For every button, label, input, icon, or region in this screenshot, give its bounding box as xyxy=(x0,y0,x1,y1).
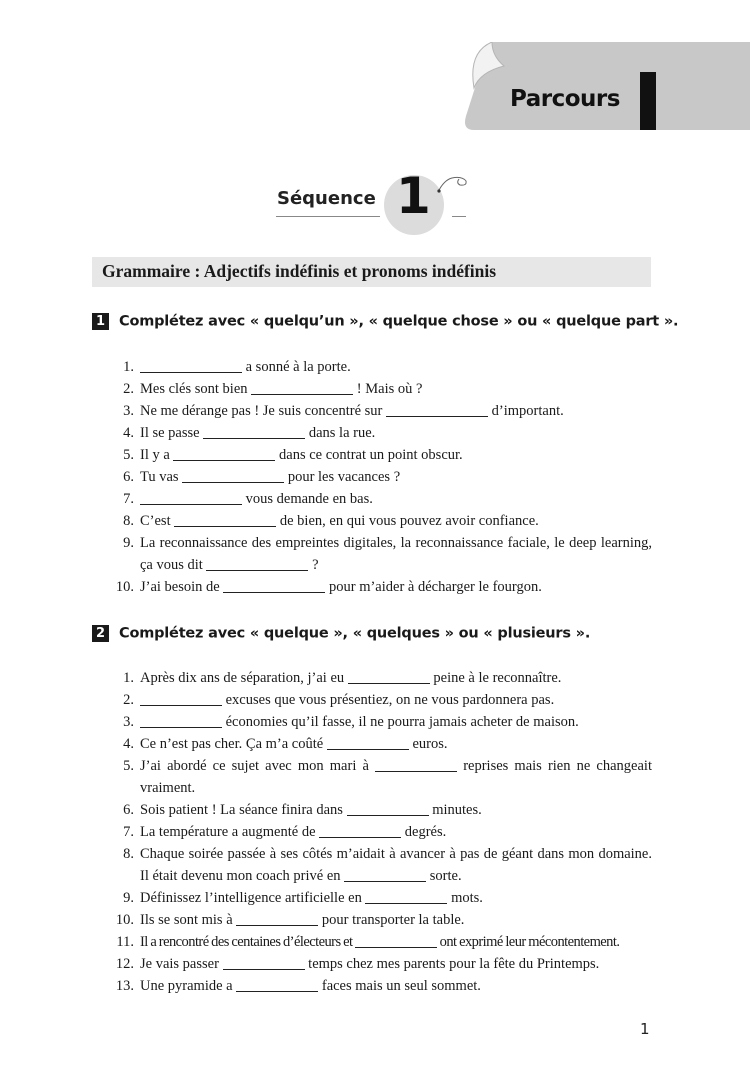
exercise-item xyxy=(112,422,652,444)
item-number: 10. xyxy=(115,912,134,928)
answer-blank[interactable] xyxy=(203,437,305,439)
answer-blank[interactable] xyxy=(355,946,437,948)
item-text-part: ? xyxy=(308,557,319,573)
exercise-item xyxy=(112,576,652,598)
item-text xyxy=(140,711,652,733)
item-text-part: Ne me dérange pas ! Je suis concentré sur xyxy=(140,403,387,419)
item-number: 3. xyxy=(123,714,134,730)
answer-blank[interactable] xyxy=(140,726,222,728)
item-text-part: Sois patient ! La séance finira dans xyxy=(140,802,347,818)
item-text xyxy=(140,821,652,843)
item-text-part: de bien, en qui vous pouvez avoir confiance. xyxy=(276,513,539,529)
item-number: 8. xyxy=(123,846,134,862)
item-text xyxy=(140,532,652,576)
item-number: 5. xyxy=(123,447,134,463)
swirl-icon xyxy=(436,172,470,194)
item-text-part: C’est xyxy=(140,513,175,529)
item-number: 6. xyxy=(123,469,134,485)
item-text-part: vous demande en bas. xyxy=(242,491,373,507)
answer-blank[interactable] xyxy=(223,968,305,970)
item-text xyxy=(140,799,652,821)
item-text-part: Ce n’est pas cher. Ça m’a coûté xyxy=(140,736,327,752)
item-text xyxy=(140,843,652,887)
item-text-part: euros. xyxy=(408,736,448,752)
item-text xyxy=(140,378,652,400)
exercise-item xyxy=(112,953,652,975)
item-text-part: Définissez l’intelligence artificielle en xyxy=(140,890,366,906)
item-number: 3. xyxy=(123,403,134,419)
item-text-part: Chaque soirée passée à ses côtés m’aidait à avancer à pas de géant dans mon domaine. Il était devenu mon coach privé en xyxy=(140,846,652,884)
answer-blank[interactable] xyxy=(223,591,325,593)
item-text-part: minutes. xyxy=(428,802,482,818)
answer-blank[interactable] xyxy=(348,682,430,684)
item-text-part: Il a rencontré des centaines d’électeurs et xyxy=(140,934,356,950)
item-text xyxy=(140,400,652,422)
item-text xyxy=(140,689,652,711)
item-number: 7. xyxy=(123,491,134,507)
exercise-item xyxy=(112,400,652,422)
item-text-part: pour transporter la table. xyxy=(318,912,465,928)
item-text xyxy=(140,755,652,799)
item-text-part: Il y a xyxy=(140,447,174,463)
item-number: 7. xyxy=(123,824,134,840)
item-text xyxy=(140,510,652,532)
exercise-item xyxy=(112,488,652,510)
item-text-part: J’ai abordé ce sujet avec mon mari à xyxy=(140,758,376,774)
item-text-part: reprises mais rien ne changeait vraiment. xyxy=(140,758,652,796)
exercise-number-badge: 1 xyxy=(92,313,109,330)
item-number: 1. xyxy=(123,670,134,686)
item-text-part: pour m’aider à décharger le fourgon. xyxy=(325,579,542,595)
answer-blank[interactable] xyxy=(173,459,275,461)
answer-blank[interactable] xyxy=(140,503,242,505)
item-number: 8. xyxy=(123,513,134,529)
item-text xyxy=(140,733,652,755)
item-text xyxy=(140,667,652,689)
exercise-instruction: Complétez avec « quelqu’un », « quelque chose » ou « quelque part ». xyxy=(119,313,679,330)
item-text-part: Il se passe xyxy=(140,425,204,441)
exercise-item xyxy=(112,755,652,799)
answer-blank[interactable] xyxy=(344,880,426,882)
exercise-item xyxy=(112,733,652,755)
item-text xyxy=(140,975,652,997)
item-text-part: pour les vacances ? xyxy=(284,469,401,485)
exercise-item xyxy=(112,378,652,400)
exercise-item xyxy=(112,689,652,711)
answer-blank[interactable] xyxy=(319,836,401,838)
item-text xyxy=(140,909,652,931)
item-text-part: Après dix ans de séparation, j’ai eu xyxy=(140,670,348,686)
page-number: 1 xyxy=(640,1020,650,1038)
item-text-part: ont exprimé leur mécontentement. xyxy=(437,934,620,950)
item-number: 13. xyxy=(115,978,134,994)
exercise-number-badge: 2 xyxy=(92,625,109,642)
answer-blank[interactable] xyxy=(140,704,222,706)
item-number: 2. xyxy=(123,381,134,397)
parcours-label: Parcours xyxy=(510,86,620,112)
item-text xyxy=(140,422,652,444)
item-text-part: La température a augmenté de xyxy=(140,824,320,840)
item-text-part: sorte. xyxy=(426,868,462,884)
answer-blank[interactable] xyxy=(174,525,276,527)
answer-blank[interactable] xyxy=(386,415,488,417)
item-number: 6. xyxy=(123,802,134,818)
answer-blank[interactable] xyxy=(182,481,284,483)
item-text-part: excuses que vous présentiez, on ne vous pardonnera pas. xyxy=(222,692,555,708)
item-number: 10. xyxy=(115,579,134,595)
exercise-item xyxy=(112,931,652,953)
answer-blank[interactable] xyxy=(327,748,409,750)
item-text xyxy=(140,488,652,510)
answer-blank[interactable] xyxy=(251,393,353,395)
item-text-part: temps chez mes parents pour la fête du Printemps. xyxy=(304,956,600,972)
sequence-label: Séquence xyxy=(277,188,376,209)
answer-blank[interactable] xyxy=(347,814,429,816)
item-text-part: dans la rue. xyxy=(305,425,376,441)
item-text xyxy=(140,953,652,975)
exercise-item xyxy=(112,799,652,821)
exercise-item xyxy=(112,711,652,733)
item-number: 4. xyxy=(123,425,134,441)
exercise-item xyxy=(112,821,652,843)
sequence-rule-left xyxy=(276,216,380,217)
exercise-item xyxy=(112,909,652,931)
item-number: 12. xyxy=(115,956,134,972)
item-text-part: degrés. xyxy=(401,824,447,840)
answer-blank[interactable] xyxy=(236,924,318,926)
item-text-part: mots. xyxy=(447,890,483,906)
item-text-part: Mes clés sont bien xyxy=(140,381,252,397)
item-text-part: J’ai besoin de xyxy=(140,579,224,595)
answer-blank[interactable] xyxy=(236,990,318,992)
item-number: 11. xyxy=(116,934,134,950)
item-text-part: Je vais passer xyxy=(140,956,223,972)
item-number: 5. xyxy=(123,758,134,774)
item-number: 2. xyxy=(123,692,134,708)
exercise-item xyxy=(112,975,652,997)
exercise-2-header xyxy=(92,624,590,642)
sequence-rule-right xyxy=(452,216,466,217)
item-text-part: dans ce contrat un point obscur. xyxy=(275,447,463,463)
sequence-number: 1 xyxy=(396,167,431,225)
item-text-part: peine à le reconnaître. xyxy=(429,670,562,686)
item-number: 4. xyxy=(123,736,134,752)
parcours-tab xyxy=(462,42,750,130)
item-text-part: d’important. xyxy=(488,403,564,419)
answer-blank[interactable] xyxy=(375,770,457,772)
item-text xyxy=(140,576,652,598)
exercise-instruction: Complétez avec « quelque », « quelques » ou « plusieurs ». xyxy=(119,625,591,642)
item-text xyxy=(140,887,652,909)
exercise-item xyxy=(112,667,652,689)
item-text-part: Tu vas xyxy=(140,469,183,485)
exercise-item xyxy=(112,510,652,532)
parcours-bar xyxy=(640,72,656,130)
item-text-part: Une pyramide a xyxy=(140,978,237,994)
exercise-item xyxy=(112,532,652,576)
item-text-part: ! Mais où ? xyxy=(353,381,423,397)
answer-blank[interactable] xyxy=(140,371,242,373)
exercise-1-header xyxy=(92,312,678,330)
exercise-item xyxy=(112,356,652,378)
answer-blank[interactable] xyxy=(365,902,447,904)
exercise-item xyxy=(112,444,652,466)
item-text-part: a sonné à la porte. xyxy=(242,359,351,375)
exercise-1-list xyxy=(112,356,652,598)
exercise-item xyxy=(112,843,652,887)
item-text-part: Ils se sont mis à xyxy=(140,912,237,928)
item-text xyxy=(140,466,652,488)
answer-blank[interactable] xyxy=(206,569,308,571)
item-text-part: économies qu’il fasse, il ne pourra jamais acheter de maison. xyxy=(222,714,579,730)
exercise-item xyxy=(112,466,652,488)
item-number: 9. xyxy=(123,890,134,906)
item-text xyxy=(140,444,652,466)
item-text xyxy=(140,356,652,378)
section-title: Grammaire : Adjectifs indéfinis et pronoms indéfinis xyxy=(102,261,497,281)
item-number: 1. xyxy=(123,359,134,375)
exercise-2-list xyxy=(112,667,652,997)
item-number: 9. xyxy=(123,535,134,551)
item-text xyxy=(140,931,652,953)
exercise-item xyxy=(112,887,652,909)
item-text-part: faces mais un seul sommet. xyxy=(318,978,481,994)
item-text-part: La reconnaissance des empreintes digitales, la reconnaissance faciale, le deep learning, ça vous dit xyxy=(140,535,652,573)
